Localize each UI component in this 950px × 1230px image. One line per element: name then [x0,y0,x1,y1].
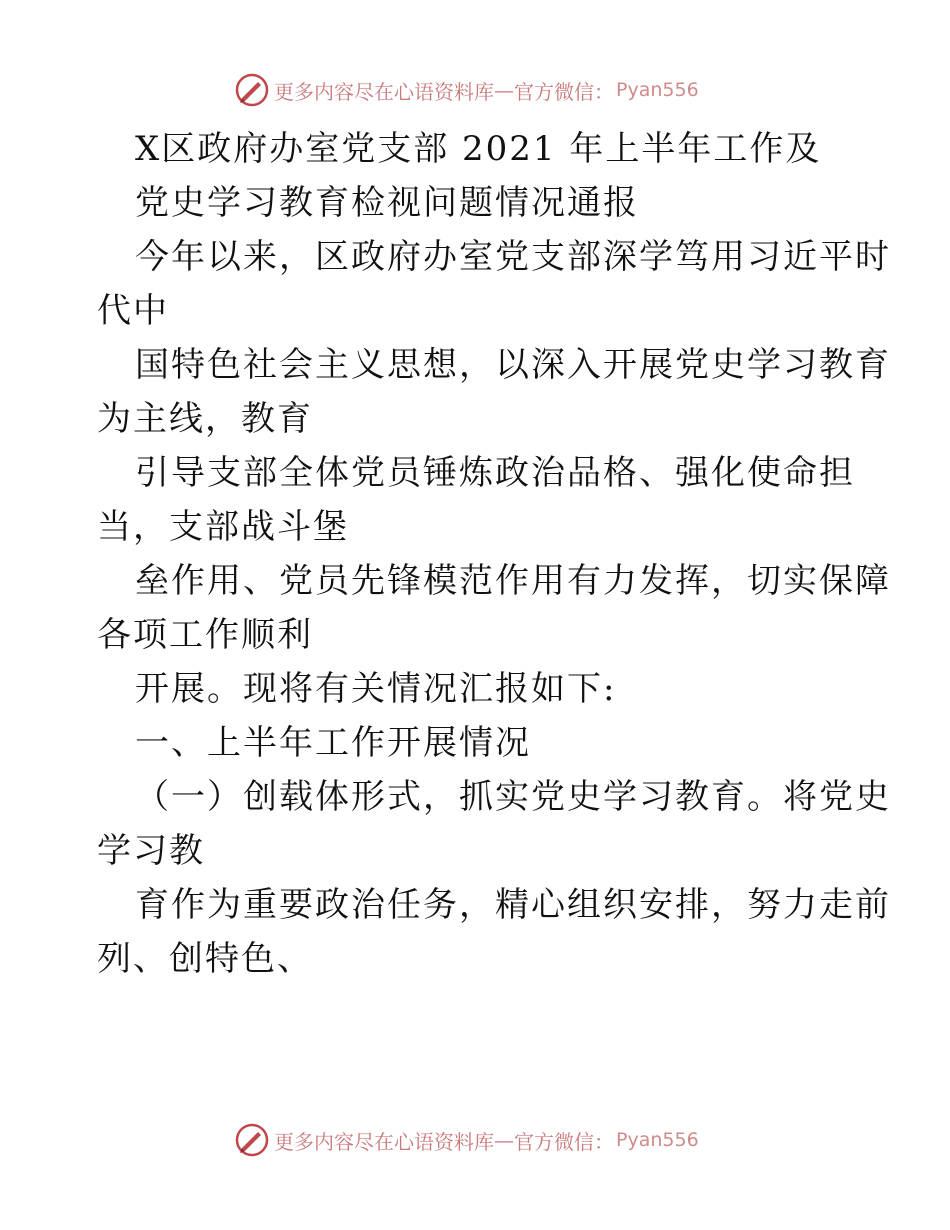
text-line: （一）创载体形式，抓实党史学习教育。将党史 [135,777,891,817]
watermark-label: 官方微信： [514,79,614,104]
watermark-text: 更多内容尽在心语资料库 [274,1129,494,1154]
text-line: 开展。现将有关情况汇报如下: [135,669,617,709]
text-line: 党史学习教育检视问题情况通报 [135,183,639,223]
watermark-separator: — [494,78,514,102]
document-body [97,122,891,986]
pen-logo-icon [234,72,270,108]
text-line: 列、创特色、 [97,939,313,979]
text-line: 一、上半年工作开展情况 [135,723,531,763]
text-line: 为主线，教育 [97,399,313,439]
text-line: 今年以来，区政府办室党支部深学笃用习近平时 [135,237,891,277]
text-line: 垒作用、党员先锋模范作用有力发挥，切实保障 [135,561,891,601]
watermark-label: 官方微信： [514,1129,614,1154]
footer-watermark [234,1120,699,1160]
text-line: 学习教 [97,831,205,871]
text-line: 当，支部战斗堡 [97,507,349,547]
text-line: X区政府办室党支部 2021 年上半年工作及 [135,129,822,169]
text-line: 国特色社会主义思想，以深入开展党史学习教育 [135,345,891,385]
watermark-text: 更多内容尽在心语资料库 [274,79,494,104]
pen-logo-icon [234,1122,270,1158]
text-line: 代中 [97,291,169,331]
watermark-separator: — [494,1128,514,1152]
text-line: 各项工作顺利 [97,615,313,655]
text-line: 育作为重要政治任务，精心组织安排，努力走前 [135,885,891,925]
watermark-id: Pyan556 [616,79,699,101]
watermark-id: Pyan556 [616,1129,699,1151]
text-line: 引导支部全体党员锤炼政治品格、强化使命担 [135,453,855,493]
header-watermark [234,70,699,110]
